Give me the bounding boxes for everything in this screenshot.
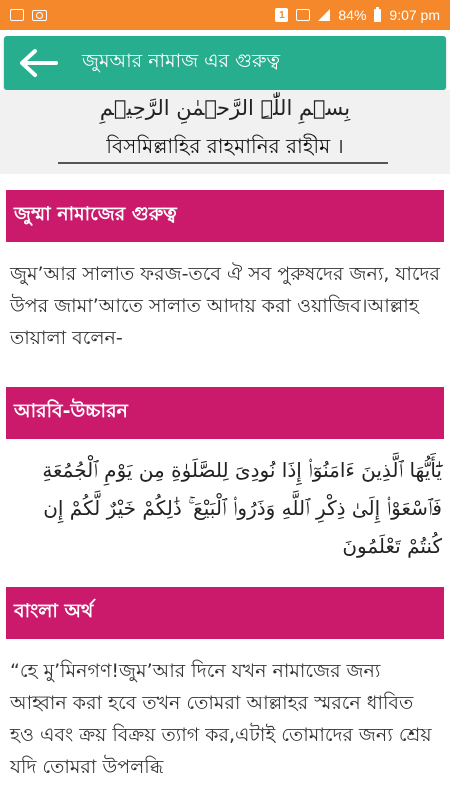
bismillah-banner (0, 90, 450, 174)
gallery-notification-icon (10, 9, 24, 21)
signal-icon (318, 9, 330, 21)
back-button[interactable] (4, 36, 72, 90)
battery-percent: 84% (338, 7, 367, 23)
page-title: জুমআর নামাজ এর গুরুত্ব (82, 50, 281, 72)
bismillah-arabic: بِسۡمِ اللّٰہِ الرَّحۡمٰنِ الرَّحِیۡمِ (99, 96, 351, 120)
battery-icon (374, 9, 381, 22)
app-bar (4, 36, 446, 90)
section-body-importance: জুম’আর সালাত ফরজ-তবে ঐ সব পুরুষদের জন্য, যাদের উপর জামা’আতে সালাত আদায় করা ওয়াজিব।আল্লাহ তায়ালা বলেন- (10, 263, 440, 349)
sim-badge: 1 (275, 8, 288, 22)
clock: 9:07 pm (389, 7, 440, 23)
status-bar (0, 0, 450, 30)
section-body-arabic: يَٰٓأَيُّهَا ٱلَّذِينَ ءَامَنُوٓا۟ إِذَا نُودِىَ لِلصَّلَوٰةِ مِن يَوْمِ ٱلْجُمُعَةِ فَٱسْعَوْا۟ إِلَىٰ ذِكْرِ ٱللَّهِ وَذَرُوا۟ ٱلْبَيْعَ ۚ ذَٰلِكُمْ خَيْرٌ لَّكُمْ إِن كُنتُمْ تَعْلَمُونَ (42, 458, 442, 558)
section-header-importance: জুম্মা নামাজের গুরুত্ব (6, 190, 444, 242)
arrow-left-icon (18, 48, 58, 78)
bismillah-divider (58, 162, 388, 164)
section-header-arabic: আরবি-উচ্চারন (6, 387, 444, 439)
status-left-group (10, 9, 47, 21)
section-header-bangla-meaning: বাংলা অর্থ (6, 587, 444, 639)
status-right-group (275, 7, 440, 23)
data-saver-icon (296, 9, 310, 21)
camera-notification-icon (32, 10, 47, 21)
bismillah-bangla: বিসমিল্লাহির রাহমানির রাহীম । (106, 134, 344, 158)
section-body-bangla-meaning: “হে মু’মিনগণ!জুম’আর দিনে যখন নামাজের জন্য আহ্বান করা হবে তখন তোমরা আল্লাহর স্মরনে ধাবিত হও এবং ক্রয় বিক্রয় ত্যাগ কর,এটাই তোমাদের জন্য শ্রেয় যদি তোমরা উপলব্ধি (10, 660, 432, 778)
